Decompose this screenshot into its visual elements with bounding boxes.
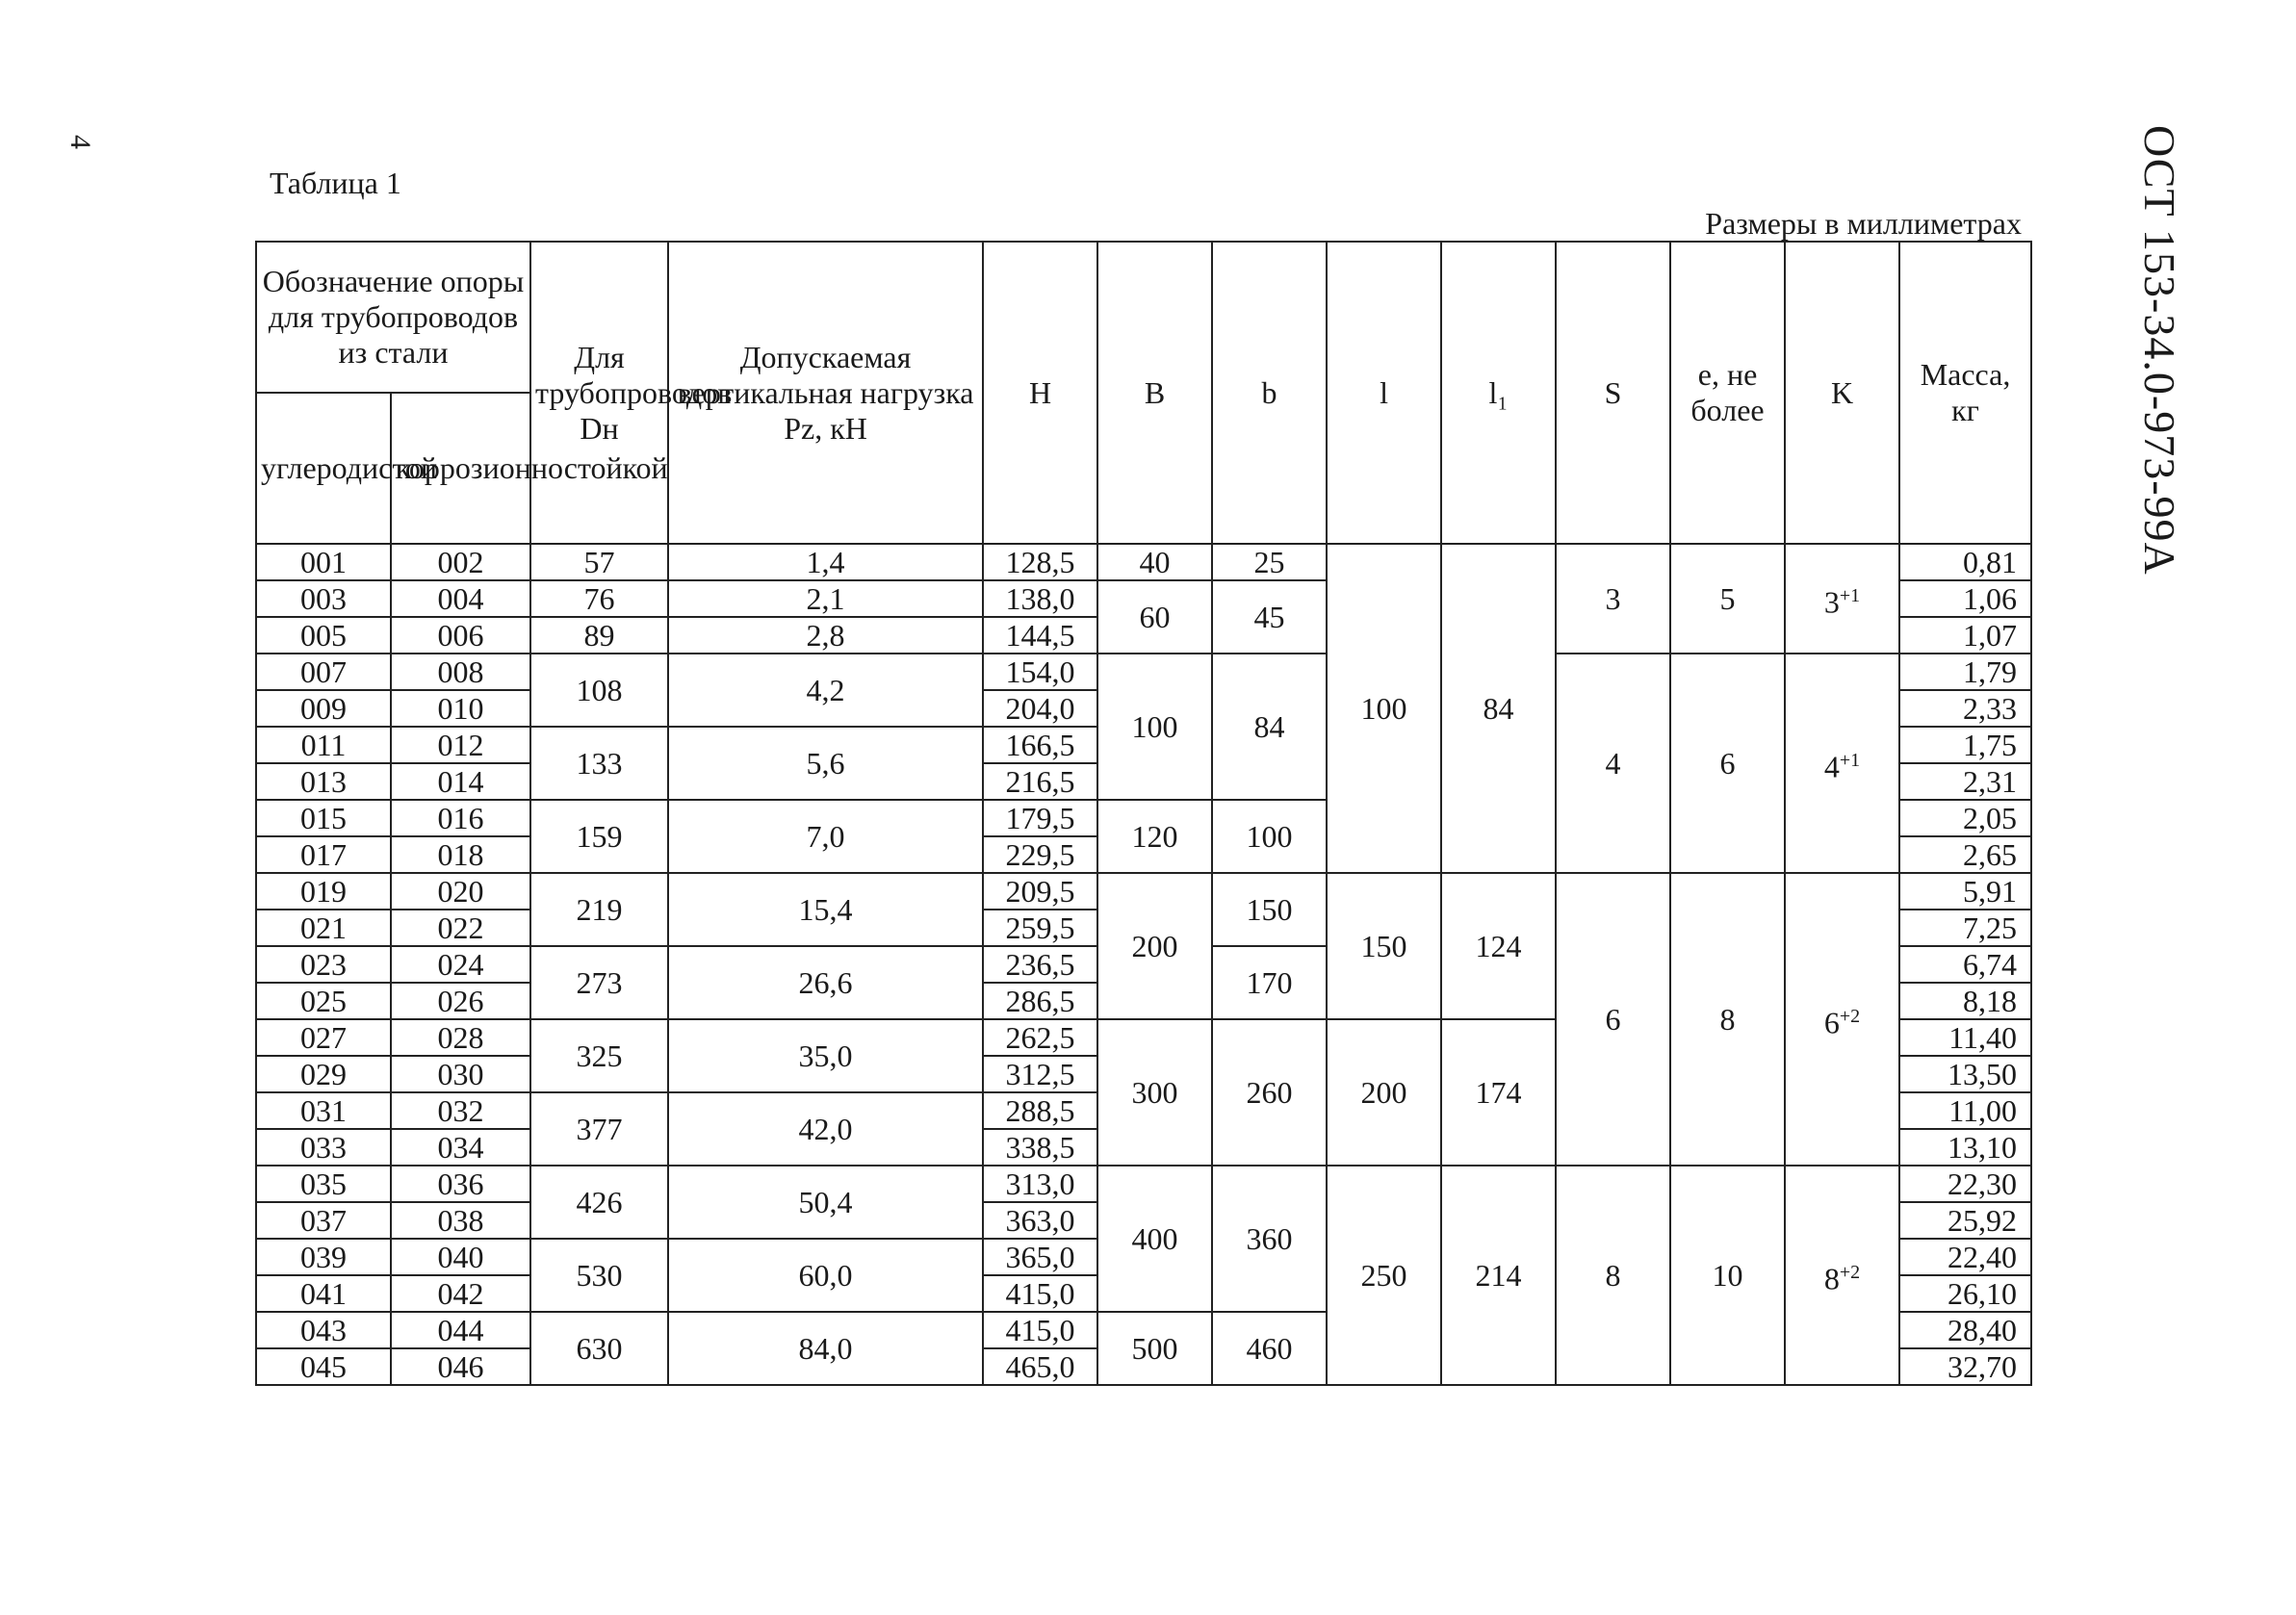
mass-cell: 11,00 bbox=[1899, 1092, 2031, 1129]
spec-table bbox=[255, 241, 2032, 1386]
b-cell: 84 bbox=[1212, 654, 1327, 800]
pipe-dn-cell: 426 bbox=[530, 1166, 668, 1239]
load-pz-cell: 5,6 bbox=[668, 727, 983, 800]
l-cell: 250 bbox=[1327, 1166, 1441, 1385]
designation-corrosion-cell: 008 bbox=[391, 654, 530, 690]
l1-cell: 214 bbox=[1441, 1166, 1556, 1385]
k-tolerance: +2 bbox=[1839, 1005, 1861, 1027]
mass-cell: 1,07 bbox=[1899, 617, 2031, 654]
designation-carbon-cell: 043 bbox=[256, 1312, 391, 1348]
header-e: e, не более bbox=[1670, 242, 1785, 544]
designation-corrosion-cell: 024 bbox=[391, 946, 530, 983]
designation-corrosion-cell: 022 bbox=[391, 910, 530, 946]
l-cell: 200 bbox=[1327, 1019, 1441, 1166]
designation-corrosion-cell: 030 bbox=[391, 1056, 530, 1092]
designation-carbon-cell: 017 bbox=[256, 836, 391, 873]
k-base: 3 bbox=[1823, 584, 1840, 620]
designation-carbon-cell: 027 bbox=[256, 1019, 391, 1056]
pipe-dn-cell: 219 bbox=[530, 873, 668, 946]
pipe-dn-cell: 377 bbox=[530, 1092, 668, 1166]
designation-corrosion-cell: 040 bbox=[391, 1239, 530, 1275]
mass-cell: 13,50 bbox=[1899, 1056, 2031, 1092]
designation-carbon-cell: 039 bbox=[256, 1239, 391, 1275]
designation-carbon-cell: 001 bbox=[256, 544, 391, 580]
designation-carbon-cell: 021 bbox=[256, 910, 391, 946]
mass-cell: 26,10 bbox=[1899, 1275, 2031, 1312]
k-base: 6 bbox=[1823, 1005, 1840, 1040]
table-row bbox=[256, 654, 2031, 690]
designation-carbon-cell: 009 bbox=[256, 690, 391, 727]
load-pz-cell: 2,8 bbox=[668, 617, 983, 654]
h-value-cell: 259,5 bbox=[983, 910, 1097, 946]
designation-carbon-cell: 031 bbox=[256, 1092, 391, 1129]
s-cell: 4 bbox=[1556, 654, 1670, 873]
designation-corrosion-cell: 036 bbox=[391, 1166, 530, 1202]
load-pz-cell: 42,0 bbox=[668, 1092, 983, 1166]
h-value-cell: 365,0 bbox=[983, 1239, 1097, 1275]
designation-carbon-cell: 029 bbox=[256, 1056, 391, 1092]
designation-carbon-cell: 019 bbox=[256, 873, 391, 910]
designation-carbon-cell: 013 bbox=[256, 763, 391, 800]
table-title: Таблица 1 bbox=[270, 166, 401, 200]
designation-corrosion-cell: 016 bbox=[391, 800, 530, 836]
k-base: 8 bbox=[1823, 1261, 1840, 1296]
l1-cell: 84 bbox=[1441, 544, 1556, 873]
mass-cell: 1,79 bbox=[1899, 654, 2031, 690]
designation-corrosion-cell: 012 bbox=[391, 727, 530, 763]
designation-corrosion-cell: 010 bbox=[391, 690, 530, 727]
B-cell: 500 bbox=[1097, 1312, 1212, 1385]
k-base: 4 bbox=[1823, 749, 1840, 784]
mass-cell: 2,33 bbox=[1899, 690, 2031, 727]
page-number: 4 bbox=[64, 135, 96, 149]
designation-corrosion-cell: 018 bbox=[391, 836, 530, 873]
h-value-cell: 204,0 bbox=[983, 690, 1097, 727]
mass-cell: 22,40 bbox=[1899, 1239, 2031, 1275]
l-cell: 150 bbox=[1327, 873, 1441, 1019]
h-value-cell: 236,5 bbox=[983, 946, 1097, 983]
designation-corrosion-cell: 020 bbox=[391, 873, 530, 910]
header-l1: l₁ bbox=[1441, 242, 1556, 544]
h-value-cell: 262,5 bbox=[983, 1019, 1097, 1056]
b-cell: 360 bbox=[1212, 1166, 1327, 1312]
load-pz-cell: 2,1 bbox=[668, 580, 983, 617]
h-value-cell: 179,5 bbox=[983, 800, 1097, 836]
B-cell: 200 bbox=[1097, 873, 1212, 1019]
b-cell: 460 bbox=[1212, 1312, 1327, 1385]
designation-carbon-cell: 037 bbox=[256, 1202, 391, 1239]
table-row bbox=[256, 1166, 2031, 1202]
mass-cell: 7,25 bbox=[1899, 910, 2031, 946]
B-cell: 300 bbox=[1097, 1019, 1212, 1166]
b-cell: 150 bbox=[1212, 873, 1327, 946]
mass-cell: 11,40 bbox=[1899, 1019, 2031, 1056]
h-value-cell: 229,5 bbox=[983, 836, 1097, 873]
designation-corrosion-cell: 042 bbox=[391, 1275, 530, 1312]
l1-cell: 124 bbox=[1441, 873, 1556, 1019]
h-value-cell: 144,5 bbox=[983, 617, 1097, 654]
b-cell: 45 bbox=[1212, 580, 1327, 654]
pipe-dn-cell: 89 bbox=[530, 617, 668, 654]
pipe-dn-cell: 76 bbox=[530, 580, 668, 617]
h-value-cell: 288,5 bbox=[983, 1092, 1097, 1129]
load-pz-cell: 60,0 bbox=[668, 1239, 983, 1312]
mass-cell: 28,40 bbox=[1899, 1312, 2031, 1348]
designation-carbon-cell: 025 bbox=[256, 983, 391, 1019]
designation-corrosion-cell: 044 bbox=[391, 1312, 530, 1348]
table-row bbox=[256, 873, 2031, 910]
k-tolerance: +2 bbox=[1839, 1261, 1861, 1283]
load-pz-cell: 35,0 bbox=[668, 1019, 983, 1092]
h-value-cell: 216,5 bbox=[983, 763, 1097, 800]
load-pz-cell: 7,0 bbox=[668, 800, 983, 873]
pipe-dn-cell: 325 bbox=[530, 1019, 668, 1092]
b-cell: 260 bbox=[1212, 1019, 1327, 1166]
B-cell: 40 bbox=[1097, 544, 1212, 580]
B-cell: 120 bbox=[1097, 800, 1212, 873]
designation-carbon-cell: 007 bbox=[256, 654, 391, 690]
load-pz-cell: 1,4 bbox=[668, 544, 983, 580]
designation-corrosion-cell: 028 bbox=[391, 1019, 530, 1056]
h-value-cell: 128,5 bbox=[983, 544, 1097, 580]
h-value-cell: 313,0 bbox=[983, 1166, 1097, 1202]
e-cell: 5 bbox=[1670, 544, 1785, 654]
e-cell: 6 bbox=[1670, 654, 1785, 873]
b-cell: 25 bbox=[1212, 544, 1327, 580]
mass-cell: 22,30 bbox=[1899, 1166, 2031, 1202]
designation-carbon-cell: 023 bbox=[256, 946, 391, 983]
table-units: Размеры в миллиметрах bbox=[1705, 206, 2022, 241]
h-value-cell: 138,0 bbox=[983, 580, 1097, 617]
h-value-cell: 338,5 bbox=[983, 1129, 1097, 1166]
mass-cell: 1,06 bbox=[1899, 580, 2031, 617]
designation-corrosion-cell: 046 bbox=[391, 1348, 530, 1385]
B-cell: 60 bbox=[1097, 580, 1212, 654]
designation-corrosion-cell: 034 bbox=[391, 1129, 530, 1166]
mass-cell: 25,92 bbox=[1899, 1202, 2031, 1239]
mass-cell: 32,70 bbox=[1899, 1348, 2031, 1385]
pipe-dn-cell: 273 bbox=[530, 946, 668, 1019]
load-pz-cell: 50,4 bbox=[668, 1166, 983, 1239]
s-cell: 6 bbox=[1556, 873, 1670, 1166]
h-value-cell: 363,0 bbox=[983, 1202, 1097, 1239]
header-k: K bbox=[1785, 242, 1899, 544]
B-cell: 400 bbox=[1097, 1166, 1212, 1312]
load-pz-cell: 26,6 bbox=[668, 946, 983, 1019]
designation-corrosion-cell: 032 bbox=[391, 1092, 530, 1129]
mass-cell: 8,18 bbox=[1899, 983, 2031, 1019]
header-l: l bbox=[1327, 242, 1441, 544]
load-pz-cell: 15,4 bbox=[668, 873, 983, 946]
h-value-cell: 154,0 bbox=[983, 654, 1097, 690]
mass-cell: 1,75 bbox=[1899, 727, 2031, 763]
b-cell: 100 bbox=[1212, 800, 1327, 873]
k-cell bbox=[1785, 544, 1899, 654]
h-value-cell: 209,5 bbox=[983, 873, 1097, 910]
h-value-cell: 166,5 bbox=[983, 727, 1097, 763]
header-h: H bbox=[983, 242, 1097, 544]
designation-corrosion-cell: 026 bbox=[391, 983, 530, 1019]
header-b-lower: b bbox=[1212, 242, 1327, 544]
designation-corrosion-cell: 004 bbox=[391, 580, 530, 617]
pipe-dn-cell: 159 bbox=[530, 800, 668, 873]
h-value-cell: 415,0 bbox=[983, 1312, 1097, 1348]
mass-cell: 0,81 bbox=[1899, 544, 2031, 580]
mass-cell: 6,74 bbox=[1899, 946, 2031, 983]
h-value-cell: 415,0 bbox=[983, 1275, 1097, 1312]
designation-corrosion-cell: 014 bbox=[391, 763, 530, 800]
designation-carbon-cell: 041 bbox=[256, 1275, 391, 1312]
header-load-pz: Допускаемая вертикальная нагрузка Pz, кН bbox=[668, 242, 983, 544]
designation-carbon-cell: 045 bbox=[256, 1348, 391, 1385]
k-cell bbox=[1785, 654, 1899, 873]
header-b-upper: B bbox=[1097, 242, 1212, 544]
e-cell: 10 bbox=[1670, 1166, 1785, 1385]
pipe-dn-cell: 108 bbox=[530, 654, 668, 727]
e-cell: 8 bbox=[1670, 873, 1785, 1166]
designation-carbon-cell: 005 bbox=[256, 617, 391, 654]
k-cell bbox=[1785, 1166, 1899, 1385]
designation-corrosion-cell: 006 bbox=[391, 617, 530, 654]
pipe-dn-cell: 630 bbox=[530, 1312, 668, 1385]
designation-carbon-cell: 035 bbox=[256, 1166, 391, 1202]
load-pz-cell: 4,2 bbox=[668, 654, 983, 727]
designation-carbon-cell: 015 bbox=[256, 800, 391, 836]
pipe-dn-cell: 133 bbox=[530, 727, 668, 800]
l-cell: 100 bbox=[1327, 544, 1441, 873]
designation-corrosion-cell: 038 bbox=[391, 1202, 530, 1239]
mass-cell: 2,05 bbox=[1899, 800, 2031, 836]
mass-cell: 5,91 bbox=[1899, 873, 2031, 910]
h-value-cell: 286,5 bbox=[983, 983, 1097, 1019]
header-s: S bbox=[1556, 242, 1670, 544]
load-pz-cell: 84,0 bbox=[668, 1312, 983, 1385]
header-pipe-dn: Для трубопроводов Dн bbox=[530, 242, 668, 544]
header-corrosion-resistant: коррозионностойкой bbox=[391, 393, 530, 544]
mass-cell: 2,65 bbox=[1899, 836, 2031, 873]
B-cell: 100 bbox=[1097, 654, 1212, 800]
mass-cell: 13,10 bbox=[1899, 1129, 2031, 1166]
pipe-dn-cell: 57 bbox=[530, 544, 668, 580]
table-row bbox=[256, 544, 2031, 580]
l1-cell: 174 bbox=[1441, 1019, 1556, 1166]
document-code: ОСТ 153-34.0-973-99А bbox=[2135, 125, 2184, 576]
designation-corrosion-cell: 002 bbox=[391, 544, 530, 580]
pipe-dn-cell: 530 bbox=[530, 1239, 668, 1312]
k-tolerance: +1 bbox=[1839, 584, 1861, 606]
k-cell bbox=[1785, 873, 1899, 1166]
designation-carbon-cell: 003 bbox=[256, 580, 391, 617]
designation-carbon-cell: 033 bbox=[256, 1129, 391, 1166]
h-value-cell: 465,0 bbox=[983, 1348, 1097, 1385]
header-carbon-steel: углеродистой bbox=[256, 393, 391, 544]
s-cell: 3 bbox=[1556, 544, 1670, 654]
designation-carbon-cell: 011 bbox=[256, 727, 391, 763]
header-mass: Масса, кг bbox=[1899, 242, 2031, 544]
h-value-cell: 312,5 bbox=[983, 1056, 1097, 1092]
header-designation: Обозначение опоры для трубопроводов из стали bbox=[256, 242, 530, 393]
s-cell: 8 bbox=[1556, 1166, 1670, 1385]
mass-cell: 2,31 bbox=[1899, 763, 2031, 800]
k-tolerance: +1 bbox=[1839, 749, 1861, 771]
b-cell: 170 bbox=[1212, 946, 1327, 1019]
